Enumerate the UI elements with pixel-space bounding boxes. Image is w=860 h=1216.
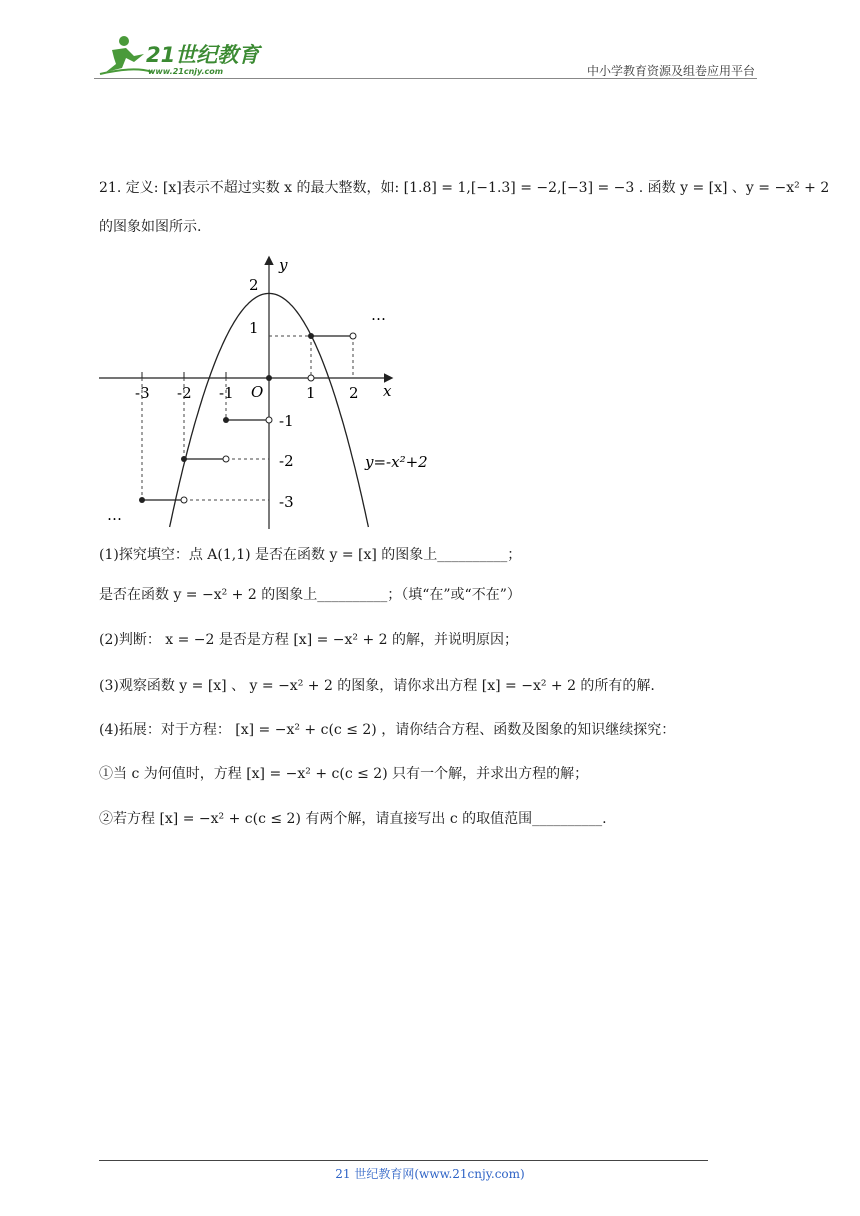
y-tick-label: 2	[249, 276, 259, 294]
question-part4a: ①当 c 为何值时，方程 [x] = −x² + c(c ≤ 2) 只有一个解，并求出方程的解；	[99, 766, 589, 782]
y-tick-label: 1	[249, 319, 259, 337]
question-part4: (4)拓展：对于方程： [x] = −x² + c(c ≤ 2) ，请你结合方程、函数及图象的知识继续探究：	[99, 722, 676, 738]
x-tick-label: 1	[306, 384, 316, 402]
function-graph	[99, 252, 429, 530]
closed-point	[223, 417, 229, 423]
logo-url: www.21cnjy.com	[148, 67, 224, 76]
question-part2: (2)判断： x = −2 是否是方程 [x] = −x² + 2 的解，并说明原因；	[99, 632, 519, 648]
question-part1b: 是否在函数 y = −x² + 2 的图象上__________；（填“在”或“不在”）	[99, 587, 521, 603]
question-part3: (3)观察函数 y = [x] 、 y = −x² + 2 的图象，请你求出方程 [x] = −x² + 2 的所有的解.	[99, 678, 655, 694]
header-platform-text: 中小学教育资源及组卷应用平台	[586, 64, 755, 78]
question-part4b: ②若方程 [x] = −x² + c(c ≤ 2) 有两个解，请直接写出 c 的取值范围__________.	[99, 811, 607, 827]
x-axis-label: x	[383, 382, 392, 400]
origin-label: O	[251, 383, 264, 401]
x-tick-label: 2	[349, 384, 359, 402]
header-divider	[94, 78, 757, 79]
y-axis-label: y	[279, 256, 288, 274]
y-tick-label: -1	[279, 412, 294, 430]
x-tick-label: -2	[177, 384, 192, 402]
x-tick-label: -3	[135, 384, 150, 402]
closed-point	[266, 375, 272, 381]
x-tick-label: -1	[219, 384, 234, 402]
open-point	[181, 497, 187, 503]
site-logo	[94, 32, 264, 78]
open-point	[223, 456, 229, 462]
footer-link[interactable]: 21 世纪教育网(www.21cnjy.com)	[335, 1167, 525, 1181]
open-point	[350, 333, 356, 339]
step-endpoints	[139, 333, 356, 503]
ellipsis-bottom: …	[107, 506, 122, 524]
y-tick-label: -3	[279, 493, 294, 511]
parabola-label: y=-x²+2	[365, 453, 428, 471]
question-intro-line1: 21. 定义: [x]表示不超过实数 x 的最大整数，如: [1.8] = 1,[−1.3] = −2,[−3] = −3 . 函数 y = [x] 、y = −x² + 2	[99, 180, 830, 196]
open-point	[266, 417, 272, 423]
step-function	[142, 336, 353, 500]
ellipsis-top: …	[371, 306, 386, 324]
y-tick-label: -2	[279, 452, 294, 470]
closed-point	[139, 497, 145, 503]
footer-divider	[99, 1160, 708, 1161]
question-part1a: (1)探究填空：点 A(1,1) 是否在函数 y = [x] 的图象上__________；	[99, 547, 522, 563]
open-point	[308, 375, 314, 381]
question-intro-line2: 的图象如图所示.	[99, 219, 202, 235]
runner-icon	[100, 36, 152, 74]
logo-text: 21世纪教育	[146, 43, 260, 67]
dashed-guides	[142, 336, 353, 500]
